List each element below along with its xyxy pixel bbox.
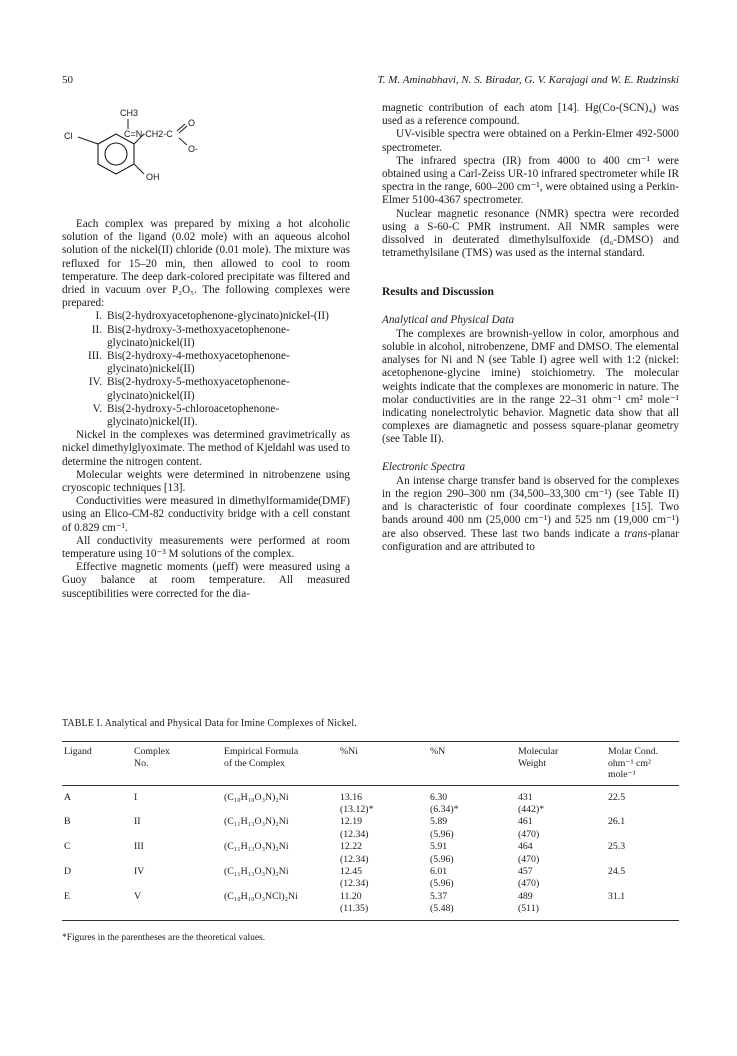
cell-mw: 457 (470)	[518, 865, 540, 890]
header-ni: %Ni	[338, 742, 428, 786]
list-number: V.	[92, 402, 102, 415]
list-text: Bis(2-hydroxy-4-methoxyacetophenone-glycinato)nickel(II)	[107, 350, 290, 376]
complex-list-item	[62, 324, 350, 350]
header-molar-conductivity: Molar Cond. ohm⁻¹ cm² mole⁻¹	[606, 742, 679, 786]
cell-mw: 431 (442)*	[518, 791, 545, 815]
paragraph-conductivity: Conductivities were measured in dimethylformamide(DMF) using an Elico-CM-82 conductivity bridge with a cell constant of 0.829 cm⁻¹.	[62, 495, 350, 534]
list-text: Bis(2-hydroxy-5-methoxyacetophenone-glycinato)nickel(II)	[107, 376, 290, 402]
subsection-heading: Electronic Spectra	[382, 460, 466, 473]
italic-trans: trans	[624, 527, 648, 540]
table-row	[62, 891, 679, 920]
cell-formula: (C₁₁H₁₃O₃N)₂Ni	[224, 865, 289, 877]
cell-conductivity: 22.5	[608, 791, 626, 803]
cell-formula: (C₁₀H₁₀O₃NCl)₂Ni	[222, 891, 338, 920]
complex-list	[62, 310, 350, 429]
complex-list-item	[62, 376, 350, 402]
bond-cl	[78, 137, 98, 144]
list-text: Bis(2-hydroxy-5-chloroacetophenone-glycinato)nickel(II).	[107, 402, 280, 429]
running-head: T. M. Aminabhavi, N. S. Biradar, G. V. Karajagi and W. E. Rudzinski	[377, 74, 679, 86]
paragraph-nmr: Nuclear magnetic resonance (NMR) spectra were recorded using a S-60-C PMR instrument. All NMR samples were dissolved in deuterated dimethylsulfoxide (d₆-DMSO) and tetramethylsilane (TMS) was used as the internal standard.	[382, 207, 679, 260]
cell-n: 5.91 (5.96)	[430, 841, 454, 865]
bond-co-single	[179, 138, 187, 145]
paragraph-preparation: Each complex was prepared by mixing a hot alcoholic solution of the ligand (0.02 mole) with an aqueous alcohol solution of the nickel(II) chloride (0.01 mole). The mixture was refluxed for 15–20 min, then allowed to cool to room temperature. The deep dark-colored precipitate was filtered and dried in vacuum over P₂O₅. The following complexes were prepared:	[62, 218, 350, 310]
benzene-ring	[98, 134, 134, 174]
list-number: II.	[91, 323, 102, 336]
complex-list-item	[62, 350, 350, 376]
cell-mw: 461 (470)	[518, 816, 540, 840]
bond-oh	[134, 164, 144, 174]
page-header	[62, 74, 679, 90]
carboxylate-o-label: O-	[188, 144, 198, 154]
section-heading: Results and Discussion	[382, 286, 494, 299]
cell-n: 6.30 (6.34)*	[430, 791, 459, 815]
cell-complex: I	[134, 791, 138, 803]
cell-ni: 13.16 (13.12)*	[340, 791, 374, 815]
table-title: TABLE I. Analytical and Physical Data for Imine Complexes of Nickel.	[62, 718, 357, 729]
complex-list-item	[62, 310, 350, 323]
cell-ni: 12.45 (12.34)	[340, 865, 369, 890]
chloro-label: Cl	[64, 131, 73, 141]
right-column	[382, 102, 679, 554]
cell-complex: IV	[134, 865, 145, 877]
cell-formula: (C₁₀H₁₀O₃N)₂Ni	[224, 791, 289, 803]
paragraph-molecular-weights: Molecular weights were determined in nitrobenzene using cryoscopic techniques [13].	[62, 468, 350, 495]
cell-formula: (C₁₁H₁₃O₃N)₂Ni	[224, 816, 289, 828]
paragraph-electronic-spectra: An intense charge transfer band is observed for the complexes in the region 290–300 nm (34,500–33,300 cm⁻¹) (see Table II) and is characteristic of four coordinate complexes [15]. Two bands around 400 nm (25,000 cm⁻¹) and 525 nm (19,000 cm⁻¹) are also observed. These last two bands indicate a trans-planar configuration and are attributed to	[382, 474, 679, 553]
cell-ni: 12.22 (12.34)	[340, 841, 369, 865]
cell-mw: 489 (511)	[516, 891, 606, 920]
methyl-label: CH3	[120, 108, 139, 118]
cell-conductivity: 26.1	[608, 816, 626, 828]
header-molecular-weight: Molecular Weight	[516, 742, 606, 786]
analytical-data-table	[62, 741, 679, 921]
page-number: 50	[62, 74, 73, 86]
paragraph-infrared: The infrared spectra (IR) from 4000 to 400 cm⁻¹ were obtained using a Carl-Zeiss UR-10 infrared spectrometer while IR spectra in the range, 600–200 cm⁻¹, were obtained using a Perkin-Elmer 5100-4367 spectrometer.	[382, 154, 679, 207]
table-row	[62, 841, 679, 866]
cell-n: 6.01 (5.96)	[430, 865, 454, 890]
cell-conductivity: 25.3	[608, 841, 626, 853]
cell-ligand: E	[62, 891, 132, 920]
cell-ni: 12.19 (12.34)	[340, 816, 369, 840]
cell-ni: 11.20 (11.35)	[338, 891, 428, 920]
cell-mw: 464 (470)	[518, 841, 540, 865]
cell-n: 5.37 (5.48)	[428, 891, 516, 920]
table-header-row	[62, 742, 679, 786]
cell-formula: (C₁₁H₁₃O₃N)₂Ni	[224, 841, 289, 853]
table-container	[62, 718, 679, 943]
complex-list-item	[62, 403, 350, 429]
header-ligand: Ligand	[62, 742, 132, 786]
bond-co-double-a	[177, 124, 185, 131]
imine-label: C=N-CH2-C	[124, 129, 173, 139]
paragraph-nickel-analysis: Nickel in the complexes was determined gravimetrically as nickel dimethylglyoximate. The method of Kjeldahl was used to determine the nitrogen content.	[62, 429, 350, 468]
bond-co-double-b	[179, 126, 187, 133]
subsection-heading: Analytical and Physical Data	[382, 313, 515, 326]
list-number: I.	[95, 310, 102, 323]
cell-conductivity: 24.5	[608, 865, 626, 877]
list-number: IV.	[88, 376, 102, 389]
cell-complex: III	[134, 841, 144, 853]
paragraph-analytical-data: The complexes are brownish-yellow in color, amorphous and soluble in alcohol, nitrobenzene, DMF and DMSO. The elemental analyses for Ni and N (see Table I) agree well with 1:2 (nickel: acetophenone-glycine imine) stoichiometry. The molecular weights indicate that the complexes are monomeric in nature. The molar conductivities are in the range 22–31 ohm⁻¹ cm² mole⁻¹ indicating nonelectrolytic behavior. Magnetic data show that all complexes are diamagnetic and possess square-planar geometry (see Table II).	[382, 327, 679, 446]
table-row	[62, 785, 679, 816]
paragraph-conductivity-conditions: All conductivity measurements were performed at room temperature using 10⁻³ M solutions of the complex.	[62, 534, 350, 561]
table-row	[62, 816, 679, 841]
hydroxyl-label: OH	[146, 172, 160, 182]
table-footnote: *Figures in the parentheses are the theoretical values.	[62, 932, 266, 943]
cell-ligand: D	[64, 865, 72, 877]
cell-ligand: C	[64, 841, 71, 853]
cell-complex: V	[132, 891, 222, 920]
header-complex: Complex No.	[132, 742, 222, 786]
cell-ligand: A	[64, 791, 72, 803]
cell-complex: II	[134, 816, 141, 828]
cell-ligand: B	[64, 816, 71, 828]
header-n: %N	[428, 742, 516, 786]
list-text: Bis(2-hydroxyacetophenone-glycinato)nickel-(II)	[107, 310, 329, 323]
list-text: Bis(2-hydroxy-3-methoxyacetophenone-glycinato)nickel(II)	[107, 323, 290, 349]
list-number: III.	[88, 350, 102, 363]
table-row	[62, 866, 679, 891]
paragraph-uv-vis: UV-visible spectra were obtained on a Perkin-Elmer 492-5000 spectrometer.	[382, 128, 679, 154]
header-formula: Empirical Formula of the Complex	[222, 742, 338, 786]
cell-conductivity: 31.1	[606, 891, 679, 920]
carbonyl-o-label: O	[188, 118, 196, 128]
cell-n: 5.89 (5.96)	[430, 816, 454, 840]
paragraph-magnetic-moments: Effective magnetic moments (μeff) were measured using a Guoy balance at room temperature. All measured susceptibilities were corrected for the dia-	[62, 561, 350, 600]
left-column	[62, 218, 350, 601]
paragraph-diamagnetic-continued: magnetic contribution of each atom [14]. Hg(Co-(SCN)₄) was used as a reference compound.	[382, 102, 679, 128]
ligand-structure-diagram	[60, 104, 240, 204]
